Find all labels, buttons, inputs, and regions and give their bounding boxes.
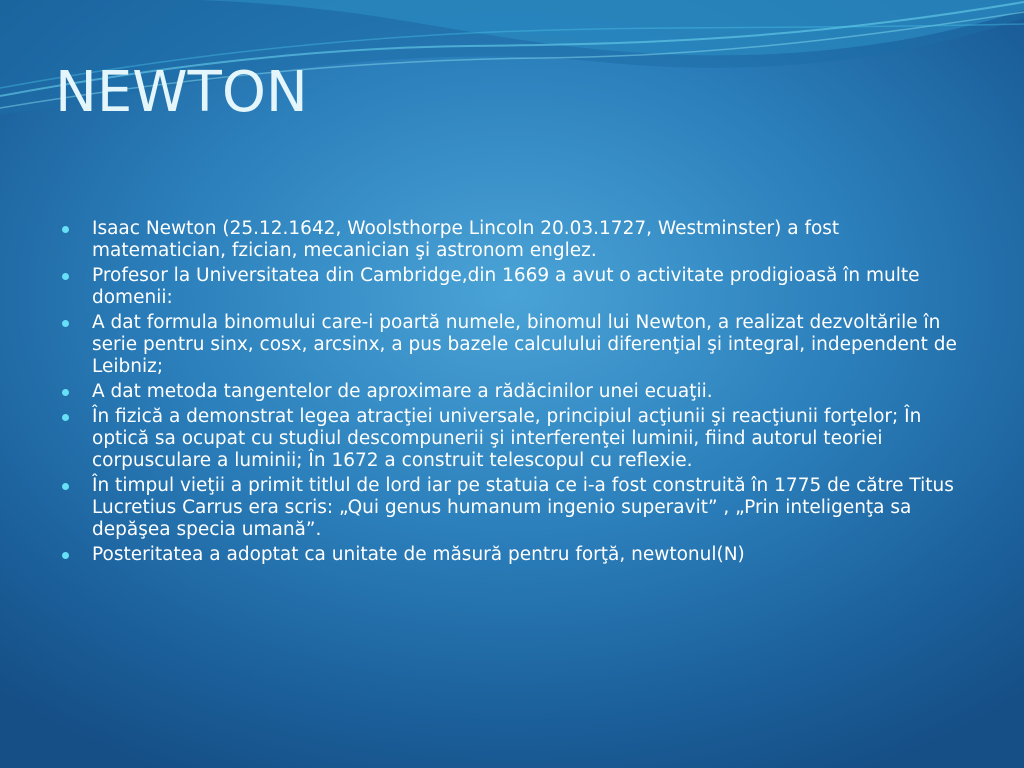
list-item bbox=[62, 265, 962, 309]
bullet-icon bbox=[62, 483, 69, 490]
list-item bbox=[62, 406, 962, 472]
list-item bbox=[62, 218, 962, 262]
list-item-text: Posteritatea a adoptat ca unitate de măsură pentru forţă, newtonul(N) bbox=[92, 544, 745, 565]
bullet-icon bbox=[62, 320, 69, 327]
list-item bbox=[62, 475, 962, 541]
list-item-text: A dat metoda tangentelor de aproximare a rădăcinilor unei ecuaţii. bbox=[92, 381, 713, 402]
list-item-text: Isaac Newton (25.12.1642, Woolsthorpe Lincoln 20.03.1727, Westminster) a fost matematician, fzician, mecanician şi astronom englez. bbox=[92, 218, 840, 261]
bullet-list bbox=[62, 218, 962, 569]
list-item-text: Profesor la Universitatea din Cambridge,din 1669 a avut o activitate prodigioasă în multe domenii: bbox=[92, 265, 920, 308]
list-item-text: În fizică a demonstrat legea atracţiei universale, principiul acţiunii şi reacţiunii forţelor; În optică sa ocupat cu studiul descompunerii şi interferenţei luminii, fiind autorul teoriei corpusculare a luminii; În 1672 a construit telescopul cu reflexie. bbox=[92, 406, 922, 471]
list-item-text: A dat formula binomului care-i poartă numele, binomul lui Newton, a realizat dezvoltările în serie pentru sinx, cosx, arcsinx, a pus bazele calculului diferenţial şi integral, independent de Leibniz; bbox=[92, 312, 957, 377]
list-item-text: În timpul vieţii a primit titlul de lord iar pe statuia ce i-a fost construită în 1775 de către Titus Lucretius Carrus era scris: „Qui genus humanum ingenio superavit” , „Prin inteligenţa sa depăşea specia umană”. bbox=[92, 475, 954, 540]
list-item bbox=[62, 381, 962, 403]
list-item bbox=[62, 544, 962, 566]
list-item bbox=[62, 312, 962, 378]
slide-title: NEWTON bbox=[55, 60, 308, 125]
bullet-icon bbox=[62, 552, 69, 559]
bullet-icon bbox=[62, 389, 69, 396]
bullet-icon bbox=[62, 226, 69, 233]
bullet-icon bbox=[62, 273, 69, 280]
bullet-icon bbox=[62, 414, 69, 421]
